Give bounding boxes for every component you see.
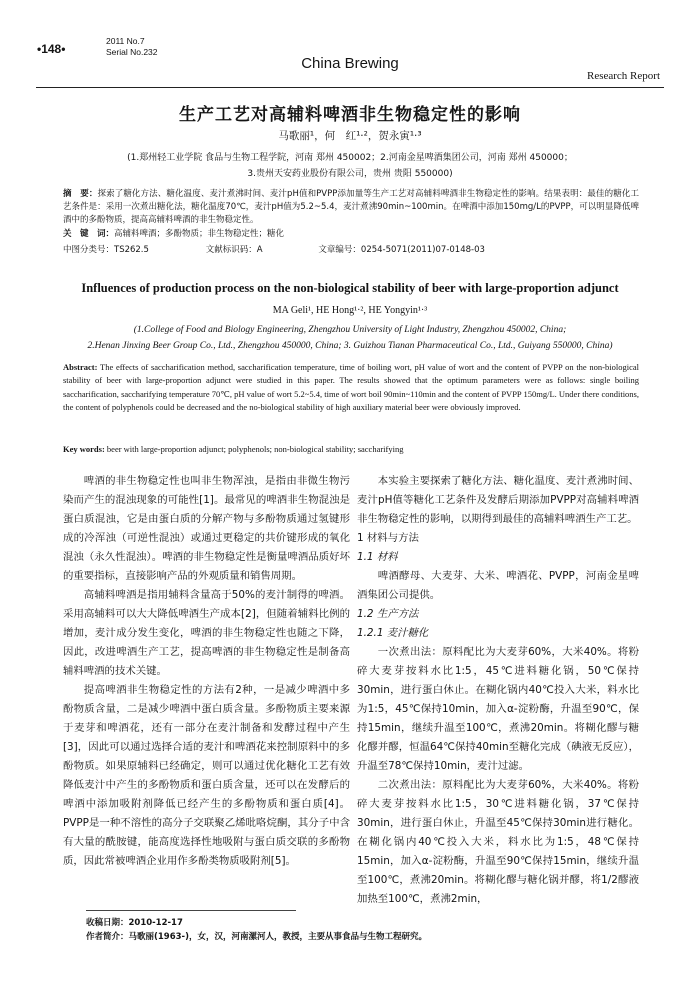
affiliations-cn (60, 150, 640, 182)
body-left-column (63, 472, 350, 871)
article-number: 文章编号：0254-5071(2011)07-0148-03 (318, 245, 485, 255)
keywords-cn (63, 228, 639, 241)
abstract-text: 探索了糖化方法、糖化温度、麦汁煮沸时间、麦汁pH值和PVPP添加量等生产工艺对高辅料啤酒非生物稳定性的影响。结果表明：最佳的糖化工艺条件是：采用一次煮出糖化法，糖化温度70℃，麦汁pH值为5.2~5.4，麦汁煮沸90min~100min。在啤酒中添加150mg/L的PVPP，可以明显降低啤酒中的多酚物质，提高高辅料啤酒的非生物稳定性。 (63, 189, 639, 225)
body-paragraph: 二次煮出法：原料配比为大麦芽60%，大米40%。将粉碎大麦芽按料水比1:5，30℃进料糖化锅，37℃保持30min，进行蛋白休止，升温至45℃保持30min进行糖化。在糊化锅内40℃投入大米，料水比为1:5，48℃保持15min，加入α-淀粉酶，升温至90℃保持15min，继续升温至100℃，煮沸20min。将糊化醪与糖化锅并醪，将1/2醪液加热至100℃，煮沸2min， (357, 779, 639, 905)
classification-row (63, 244, 639, 257)
header-divider (36, 87, 664, 88)
abstract-text: The effects of saccharification method, saccharification temperature, time of boiling wort, pH value of wort and the content of PVPP on the non-biological stability of beer with large-proportion adjunct were studied in this paper. The results showed that the optimum parameters were as follows: single boiling saccharification, saccharifying temperature 70℃, pH value of wort 5.2~5.4, time of wort boil 90min~110min and the content of PVPP 150mg/L. Under there conditions, the content of polyphenols could be decreased and the no-biological stability of high auxiliary material beer were obviously improved. (63, 362, 639, 413)
abstract-cn (63, 188, 639, 227)
article-title-cn: 生产工艺对高辅料啤酒非生物稳定性的影响 (179, 105, 521, 125)
subsection-heading: 1.1 材料 (357, 551, 398, 563)
serial-number: Serial No.232 (106, 47, 158, 57)
footnote-divider (86, 910, 296, 911)
issue-number: 2011 No.7 (106, 36, 145, 46)
keywords-text: beer with large-proportion adjunct; polyphenols; non-biological stability; saccharifying (106, 444, 404, 454)
keywords-text: 高辅料啤酒；多酚物质；非生物稳定性；糖化 (114, 229, 285, 239)
affiliations-en (40, 322, 660, 354)
keywords-en (63, 443, 639, 456)
body-paragraph: 啤酒酵母、大麦芽、大米、啤酒花、PVPP，河南金星啤酒集团公司提供。 (357, 570, 639, 601)
abstract-label: Abstract: (63, 362, 98, 372)
received-date: 收稿日期：2010-12-17 (86, 918, 183, 928)
clc-number: 中图分类号：TS262.5 (63, 245, 149, 255)
journal-name: China Brewing (301, 55, 399, 72)
author-bio: 作者简介：马歌丽(1963-)，女，汉，河南漯河人，教授，主要从事食品与生物工程研究。 (86, 932, 427, 942)
body-paragraph: 本实验主要探索了糖化方法、糖化温度、麦汁煮沸时间、麦汁pH值等糖化工艺条件及发酵后期添加PVPP对高辅料啤酒非生物稳定性的影响，以期得到最佳的高辅料啤酒生产工艺。 (357, 475, 639, 525)
body-paragraph: 啤酒的非生物稳定性也叫非生物浑浊，是指由非微生物污染而产生的混浊现象的可能性[1]。最常见的啤酒非生物混浊是蛋白质混浊，它是由蛋白质的分解产物与多酚物质通过氢键形成的冷浑浊（可逆性混浊）或通过更稳定的共价键形成的氧化混浊（永久性混浊）。啤酒的非生物稳定性是衡量啤酒品质好坏的重要指标，直接影响产品的外观质量和销售周期。 (63, 475, 350, 582)
section-name: Research Report (587, 70, 660, 82)
document-code: 文献标识码：A (205, 245, 263, 255)
affiliation-line: 2.Henan Jinxing Beer Group Co., Ltd., Zhengzhou 450000, China; 3. Guizhou Tianan Pharmaceutical Co., Ltd., Guiyang 550000, China) (87, 341, 613, 351)
affiliation-line: (1.郑州轻工业学院 食品与生物工程学院，河南 郑州 450002；2.河南金星啤酒集团公司，河南 郑州 450000； (127, 153, 573, 163)
abstract-en (63, 361, 639, 415)
affiliation-line: (1.College of Food and Biology Engineering, Zhengzhou University of Light Industry, Zhengzhou 450002, China; (133, 325, 567, 335)
affiliation-line: 3.贵州天安药业股份有限公司，贵州 贵阳 550000) (247, 169, 453, 179)
body-paragraph: 提高啤酒非生物稳定性的方法有2种，一是减少啤酒中多酚物质含量，二是减少啤酒中蛋白质含量。多酚物质主要来源于麦芽和啤酒花，还有一部分在麦汁制备和发酵过程中产生[3]，因此可以通过选择合适的麦汁和啤酒花来控制原料中的多酚物质。如果原辅料已经确定，则可以通过优化糖化工艺有效降低麦汁中产生的多酚物质和蛋白质含量，还可以在发酵后的啤酒中添加吸附剂降低已经产生的多酚物质和蛋白质[4]。PVPP是一种不溶性的高分子交联聚乙烯吡咯烷酮，其分子中含有大量的酰胺键，能高度选择性地吸附与蛋白质交联的多酚物质，因此常被啤酒企业用作多酚类物质吸附剂[5]。 (63, 684, 350, 867)
subsection-heading: 1.2 生产方法 (357, 608, 419, 620)
subsubsection-heading: 1.2.1 麦汁糖化 (357, 627, 429, 639)
body-paragraph: 一次煮出法：原料配比为大麦芽60%，大米40%。将粉碎大麦芽按料水比1:5，45℃进料糖化锅，50℃保持30min，进行蛋白休止。在糊化锅内40℃投入大米，料水比为1:5，45℃保持10min，加入α-淀粉酶，升温至90℃，保持15min，继续升温至100℃，煮沸20min。将糊化醪与糖化醪并醪，恒温64℃保持40min至糖化完成（碘液无反应），升温至78℃保持10min，麦汁过滤。 (357, 646, 639, 772)
section-heading: 1 材料与方法 (357, 532, 419, 544)
body-paragraph: 高辅料啤酒是指用辅料含量高于50%的麦汁制得的啤酒。采用高辅料可以大大降低啤酒生产成本[2]，但随着辅料比例的增加，麦汁成分发生变化，啤酒的非生物稳定性也随之下降，因此，改进啤酒生产工艺，提高啤酒的非生物稳定性是制备高辅料啤酒的技术关键。 (63, 589, 350, 677)
authors-cn: 马歌丽¹，何 红¹·²，贺永寅¹·³ (278, 130, 422, 142)
keywords-label: 关 键 词： (63, 229, 115, 239)
abstract-label: 摘 要： (63, 189, 98, 199)
keywords-label: Key words: (63, 444, 105, 454)
authors-en: MA Geli¹, HE Hong¹·², HE Yongyin¹·³ (272, 305, 428, 316)
body-right-column (357, 472, 639, 909)
article-title-en: Influences of production process on the non-biological stability of beer with large-proportion adjunct (81, 281, 619, 295)
page-number: •148• (37, 42, 66, 56)
